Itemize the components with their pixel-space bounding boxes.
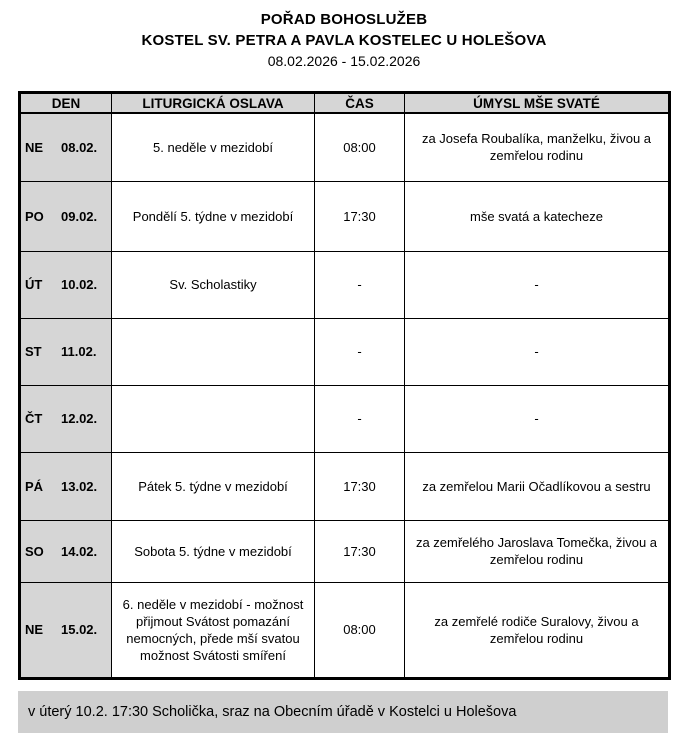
day-cell	[20, 251, 112, 318]
table-row	[20, 385, 670, 452]
day-abbr: SO	[25, 543, 44, 559]
celebration-cell: 6. neděle v mezidobí - možnost přijmout Svátost pomazání nemocných, přede mší svatou možnost Svátosti smíření	[112, 582, 315, 678]
schedule-table	[18, 91, 671, 680]
intention-cell: za zemřelé rodiče Suralovy, živou a zemřelou rodinu	[405, 582, 670, 678]
col-header-cas: ČAS	[315, 93, 405, 114]
intention-cell: -	[405, 385, 670, 452]
celebration-cell	[112, 385, 315, 452]
page-title: POŘAD BOHOSLUŽEB	[260, 11, 428, 28]
day-date: 09.02.	[61, 208, 98, 224]
celebration-cell: Sv. Scholastiky	[112, 251, 315, 318]
day-date: 12.02.	[61, 411, 98, 426]
time-cell: 17:30	[315, 452, 405, 520]
col-header-liturgicka-oslava: LITURGICKÁ OSLAVA	[112, 93, 315, 114]
intention-cell: za zemřelého Jaroslava Tomečka, živou a zemřelou rodinu	[405, 520, 670, 582]
col-header-den: DEN	[20, 93, 112, 114]
time-cell: 17:30	[315, 181, 405, 251]
table-row	[20, 181, 670, 251]
celebration-cell: Pondělí 5. týdne v mezidobí	[112, 181, 315, 251]
day-abbr: NE	[25, 139, 44, 155]
date-range: 08.02.2026 - 15.02.2026	[267, 53, 421, 69]
table-row	[20, 318, 670, 385]
footer-note	[18, 691, 668, 733]
day-date: 14.02.	[61, 543, 98, 559]
table-row	[20, 113, 670, 181]
day-date: 10.02.	[61, 277, 98, 292]
day-date: 13.02.	[61, 478, 98, 494]
day-date: 11.02.	[61, 344, 97, 359]
table-row	[20, 251, 670, 318]
celebration-cell	[112, 318, 315, 385]
day-cell	[20, 385, 112, 452]
title-block	[0, 0, 688, 72]
celebration-cell: Pátek 5. týdne v mezidobí	[112, 452, 315, 520]
day-abbr: PO	[25, 208, 44, 224]
day-abbr: NE	[25, 622, 44, 637]
day-abbr: ČT	[25, 411, 43, 426]
day-date: 15.02.	[61, 622, 98, 637]
day-abbr: PÁ	[25, 478, 44, 494]
celebration-cell: 5. neděle v mezidobí	[112, 113, 315, 181]
intention-cell: za zemřelou Marii Očadlíkovou a sestru	[405, 452, 670, 520]
time-cell: -	[315, 318, 405, 385]
header-row	[20, 93, 670, 114]
table-row	[20, 520, 670, 582]
intention-cell: mše svatá a katecheze	[405, 181, 670, 251]
table-row	[20, 452, 670, 520]
time-cell: 08:00	[315, 582, 405, 678]
day-cell	[20, 113, 112, 181]
church-name: KOSTEL SV. PETRA A PAVLA KOSTELEC U HOLEŠOVA	[141, 32, 547, 49]
day-cell	[20, 181, 112, 251]
day-cell	[20, 452, 112, 520]
day-cell	[20, 318, 112, 385]
time-cell: 08:00	[315, 113, 405, 181]
day-cell	[20, 520, 112, 582]
intention-cell: -	[405, 251, 670, 318]
celebration-cell: Sobota 5. týdne v mezidobí	[112, 520, 315, 582]
table-row	[20, 582, 670, 678]
intention-cell: za Josefa Roubalíka, manželku, živou a zemřelou rodinu	[405, 113, 670, 181]
intention-cell: -	[405, 318, 670, 385]
footer-note-text: v úterý 10.2. 17:30 Scholička, sraz na Obecním úřadě v Kostelci u Holešova	[28, 703, 517, 720]
day-cell	[20, 582, 112, 678]
time-cell: -	[315, 385, 405, 452]
day-abbr: ÚT	[25, 277, 43, 292]
day-abbr: ST	[25, 344, 42, 359]
day-date: 08.02.	[61, 139, 98, 155]
time-cell: 17:30	[315, 520, 405, 582]
time-cell: -	[315, 251, 405, 318]
col-header-umysl: ÚMYSL MŠE SVATÉ	[405, 93, 670, 114]
